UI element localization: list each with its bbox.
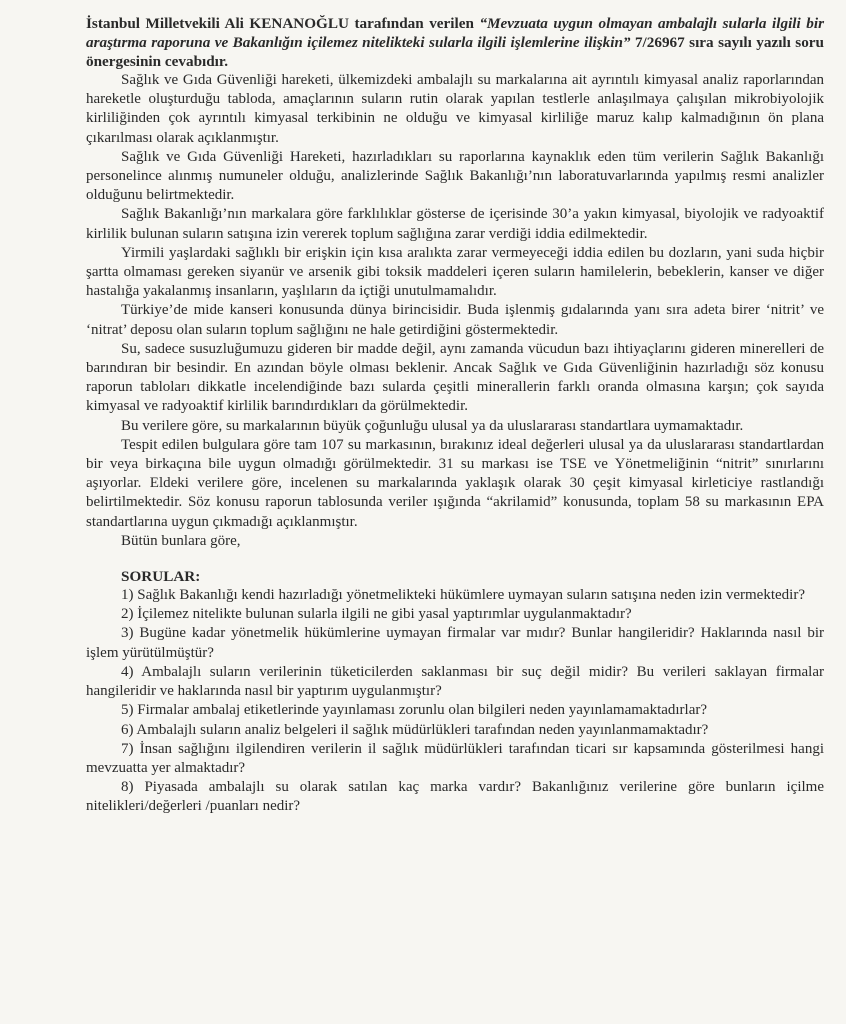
paragraph-4: Yirmili yaşlardaki sağlıklı bir erişkin için kısa aralıkta zarar vermeyeceği iddia edilen bu dozların, yani suda hiçbir şartta olmaması gereken siyanür ve arsenik gibi toksik maddeleri içeren suların hamilelerin, bebeklerin, kanser ve diğer hastalığa yakalanmış insanların, yaşlıların da içtiği unutulmamalıdır.: [86, 244, 824, 300]
paragraph-6: Su, sadece susuzluğumuzu gideren bir madde değil, aynı zamanda vücudun bazı ihtiyaçlarını gideren minerelleri de barındıran bir besindir. En azından böyle olması beklenir. Ancak Sağlık ve Gıda Güvenliğinin hazırladığı söz konusu raporun tabloları dikkatle incelendiğinde bazı sularda çeşitli minerallerin farklı oranda olmasına karşın; çok sayıda kimyasal ve radyoaktif kirlilik barındırdıkları da görülmektedir.: [86, 340, 824, 415]
paragraph-1: Sağlık ve Gıda Güvenliği hareketi, ülkemizdeki ambalajlı su markalarına ait ayrıntılı kimyasal analiz raporlarından hareketle oluşturduğu tabloda, amaçlarının suların rutin olarak yapılan testlerle anlaşılmaya çalışılan mikrobiyolojik kirliliğinden çok ayrıntılı kimyasal terkibinin ne olduğu ve kimyasal kirliliğe maruz kalıp kalmadığının ön plana çıkarılması olarak açıklanmıştır.: [86, 72, 824, 146]
document-page: [86, 14, 824, 817]
heading-subject: “Mevzuata uygun olmayan ambalajlı sularla ilgili bir araştırma raporuna ve Bakanlığın içilemez nitelikteki sularla ilgili işlemlerine ilişkin”: [86, 15, 824, 51]
question-7: 7) İnsan sağlığını ilgilendiren verilerin il sağlık müdürlükleri tarafından ticari sır kapsamında gösterilmesi hangi mevzuatta yer almaktadır?: [86, 740, 824, 776]
paragraph-9: Bütün bunlara göre,: [121, 532, 241, 549]
question-1: 1) Sağlık Bakanlığı kendi hazırladığı yönetmelikteki hükümlere uymayan suların satışına neden izin vermektedir?: [121, 587, 805, 604]
heading-reference: 7/26967 sıra sayılı yazılı soru önergesinin cevabıdır.: [86, 34, 824, 70]
questions-title: SORULAR:: [121, 568, 201, 586]
question-5: 5) Firmalar ambalaj etiketlerinde yayınlaması zorunlu olan bilgileri neden yayınlamamaktadırlar?: [121, 702, 708, 719]
question-6: 6) Ambalajlı suların analiz belgeleri il sağlık müdürlükleri tarafından neden yayınlanmamaktadır?: [121, 721, 709, 738]
paragraph-3: Sağlık Bakanlığı’nın markalara göre farklılıklar gösterse de içerisinde 30’a yakın kimyasal, biyolojik ve radyoaktif kirlilik bulunan suların satışına izin vererek toplum sağlığına zarar verdiği iddia edilmektedir.: [86, 206, 824, 242]
question-8: 8) Piyasada ambalajlı su olarak satılan kaç marka vardır? Bakanlığınız verilerine göre bunların içilme nitelikleri/değerleri /puanları nedir?: [86, 779, 824, 815]
paragraph-5: Türkiye’de mide kanseri konusunda dünya birincisidir. Buda işlenmiş gıdalarında yanı sıra adeta birer ‘nitrit’ ve ‘nitrat’ deposu olan suların toplum sağlığını ne hale getirdiğini göstermektedir.: [86, 302, 824, 338]
document-heading: [86, 14, 824, 71]
question-4: 4) Ambalajlı suların verilerinin tüketicilerden saklanması bir suç değil midir? Bu verileri saklayan firmalar hangileridir ve haklarında nasıl bir yaptırım uygulanmıştır?: [86, 663, 824, 700]
paragraph-2: Sağlık ve Gıda Güvenliği Hareketi, hazırladıkları su raporlarına kaynaklık eden tüm verilerin Sağlık Bakanlığı personelince alınmış numuneler olduğu, analizlerinde Sağlık Bakanlığı’nın laboratuvarlarında yapılmış resmi analizler olduğunu belirtmektedir.: [86, 148, 824, 204]
paragraph-8: Tespit edilen bulgulara göre tam 107 su markasının, bırakınız ideal değerleri ulusal ya da uluslararası standartlardan bir veya birkaçına bile uygun olmadığı görülmektedir. 31 su markası ise TSE ve Yönetmeliğinin “nitrit” sınırlarını aşıyorlar. Eldeki verilere göre, incelenen su markalarında yaklaşık olarak 30 çeşit kimyasal kirleticiye rastlandığı belirtilmektedir. Söz konusu raporun tablosunda veriler ışığında “akrilamid” konusunda, toplam 58 su markasının EPA standartlarına uygun çıkmadığı açıklanmıştır.: [86, 436, 824, 530]
heading-intro: İstanbul Milletvekili Ali KENANOĞLU tarafından verilen: [86, 15, 480, 32]
question-2: 2) İçilemez nitelikte bulunan sularla ilgili ne gibi yasal yaptırımlar uygulanmaktadır?: [121, 606, 632, 623]
question-3: 3) Bugüne kadar yönetmelik hükümlerine uymayan firmalar var mıdır? Bunlar hangileridir? Haklarında nasıl bir işlem yürütülmüştür?: [86, 625, 824, 661]
paragraph-7: Bu verilere göre, su markalarının büyük çoğunluğu ulusal ya da uluslararası standartlara uymamaktadır.: [121, 417, 744, 434]
